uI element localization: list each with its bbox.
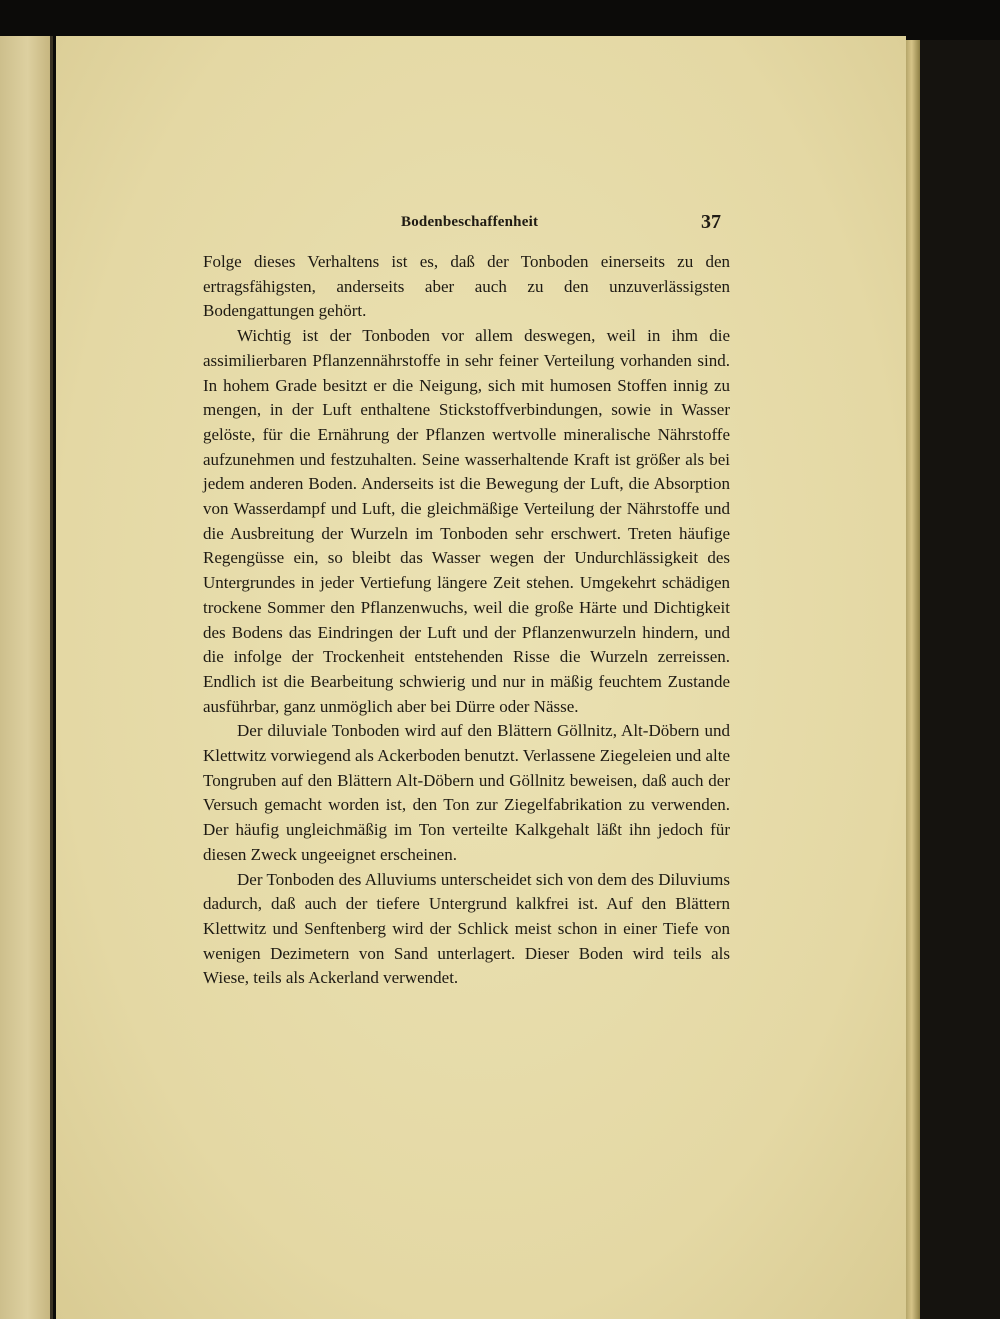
body-text [203,250,730,991]
paragraph-tonboden-importance: Wichtig ist der Tonboden vor allem deswegen, weil in ihm die assimilierbaren Pflanzennährstoffe in sehr feiner Verteilung vorhanden sind. In hohem Grade besitzt er die Neigung, sich mit humosen Stoffen innig zu mengen, in der Luft enthaltene Stickstoffverbindungen, sowie in Wasser gelöste, für die Ernährung der Pflanzen wertvolle mineralische Nährstoffe aufzunehmen und festzuhalten. Seine wasserhaltende Kraft ist größer als bei jedem anderen Boden. Anderseits ist die Bewegung der Luft, die Absorption von Wasserdampf und Luft, die gleichmäßige Verteilung der Nährstoffe und die Ausbreitung der Wurzeln im Tonboden sehr erschwert. Treten häufige Regengüsse ein, so bleibt das Wasser wegen der Undurchlässigkeit des Untergrundes in jeder Vertiefung längere Zeit stehen. Umgekehrt schädigen trockene Sommer den Pflanzenwuchs, weil die große Härte und Dichtigkeit des Bodens das Eindringen der Luft und der Pflanzenwurzeln hindern, und die infolge der Trockenheit entstehenden Risse die Wurzeln zerreissen. Endlich ist die Bearbeitung schwierig und nur in mäßig feuchtem Zustande ausführbar, ganz unmöglich aber bei Dürre oder Nässe. [203,326,730,716]
page-block-edge [906,40,920,1319]
book-page [56,36,906,1319]
running-head-title: Bodenbeschaffenheit [401,214,539,230]
paragraph-alluvial-tonboden: Der Tonboden des Alluviums unterscheidet sich von dem des Diluviums dadurch, daß auch der tiefere Untergrund kalkfrei ist. Auf den Blättern Klettwitz und Senftenberg wird der Schlick meist schon in einer Tiefe von wenigen Dezimetern von Sand unterlagert. Dieser Boden wird teils als Wiese, teils als Ackerland verwendet. [203,869,730,988]
book-cover-edge [920,40,1000,1319]
paragraph-diluvial-tonboden: Der diluviale Tonboden wird auf den Blättern Göllnitz, Alt-Döbern und Klettwitz vorwiegend als Ackerboden benutzt. Verlassene Ziegeleien und alte Tongruben auf den Blättern Alt-Döbern und Göllnitz beweisen, daß auch der Versuch gemacht worden ist, den Ton zur Ziegelfabrikation zu verwenden. Der häufig ungleichmäßig im Ton verteilte Kalkgehalt läßt ihn jedoch für diesen Zweck ungeeignet erscheinen. [203,721,730,864]
previous-page-edge [0,36,53,1319]
paragraph-continuation: Folge dieses Verhaltens ist es, daß der Tonboden einerseits zu den ertragsfähigsten, anderseits aber auch zu den unzuverlässigsten Bodengattungen gehört. [203,252,730,321]
page-number: 37 [701,211,721,233]
running-head [56,212,906,236]
